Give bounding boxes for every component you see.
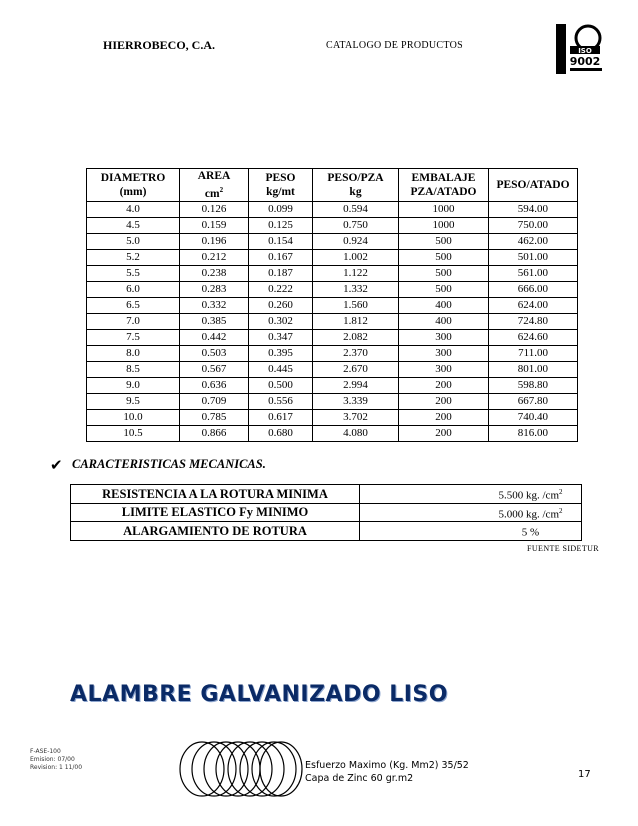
cell-peso-pza: 1.560	[313, 297, 399, 313]
table-row	[87, 425, 578, 441]
mechanical-label: ALARGAMIENTO DE ROTURA	[71, 522, 360, 541]
cell-peso-pza: 1.812	[313, 313, 399, 329]
mechanical-value: 5.000 kg. $/cm^2$	[360, 503, 582, 522]
cell-embalaje: 500	[399, 281, 489, 297]
document-codes	[30, 748, 82, 772]
cell-area: 0.636	[180, 377, 249, 393]
cell-area: 0.709	[180, 393, 249, 409]
cell-peso-pza: 1.122	[313, 265, 399, 281]
cell-diametro: 7.5	[87, 329, 180, 345]
table-row	[87, 345, 578, 361]
table-row	[87, 281, 578, 297]
source-note: FUENTE SIDETUR	[527, 544, 600, 553]
cell-embalaje: 500	[399, 265, 489, 281]
mechanical-value: 5.500 kg. $/cm^2$	[360, 485, 582, 504]
cell-peso: 0.347	[249, 329, 313, 345]
table-row	[87, 409, 578, 425]
cell-embalaje: 400	[399, 313, 489, 329]
cell-peso-atado: 462.00	[489, 233, 578, 249]
cell-peso: 0.167	[249, 249, 313, 265]
cell-peso-atado: 666.00	[489, 281, 578, 297]
header-diametro: DIAMETRO (mm)	[87, 169, 180, 202]
cell-diametro: 8.5	[87, 361, 180, 377]
mechanical-row	[71, 522, 582, 541]
cell-peso-pza: 0.594	[313, 201, 399, 217]
table-row	[87, 329, 578, 345]
cell-peso: 0.556	[249, 393, 313, 409]
cell-peso: 0.260	[249, 297, 313, 313]
table-row	[87, 265, 578, 281]
cell-peso: 0.680	[249, 425, 313, 441]
cell-area: 0.332	[180, 297, 249, 313]
cell-peso-atado: 594.00	[489, 201, 578, 217]
table-row	[87, 377, 578, 393]
table-row	[87, 201, 578, 217]
cell-embalaje: 1000	[399, 201, 489, 217]
cell-peso: 0.445	[249, 361, 313, 377]
cell-peso: 0.125	[249, 217, 313, 233]
cell-embalaje: 300	[399, 361, 489, 377]
cell-diametro: 6.0	[87, 281, 180, 297]
page-number: 17	[578, 769, 591, 780]
cell-peso-atado: 724.80	[489, 313, 578, 329]
cell-peso-atado: 561.00	[489, 265, 578, 281]
cell-peso-pza: 0.750	[313, 217, 399, 233]
cell-peso-pza: 2.370	[313, 345, 399, 361]
cell-area: 0.567	[180, 361, 249, 377]
product-table	[86, 168, 578, 442]
cell-embalaje: 1000	[399, 217, 489, 233]
cell-diametro: 4.0	[87, 201, 180, 217]
cell-embalaje: 200	[399, 409, 489, 425]
cell-peso: 0.154	[249, 233, 313, 249]
cell-embalaje: 300	[399, 329, 489, 345]
iso-logo	[556, 24, 608, 74]
cell-diametro: 5.5	[87, 265, 180, 281]
svg-text:ISO: ISO	[578, 47, 592, 55]
header-area: AREA $cm^2$	[180, 169, 249, 202]
cell-embalaje: 500	[399, 233, 489, 249]
table-row	[87, 217, 578, 233]
cell-area: 0.385	[180, 313, 249, 329]
mechanical-label: LIMITE ELASTICO Fy MINIMO	[71, 503, 360, 522]
cell-area: 0.196	[180, 233, 249, 249]
table-row	[87, 393, 578, 409]
table-row	[87, 249, 578, 265]
catalog-title: CATALOGO DE PRODUCTOS	[326, 40, 463, 51]
product-table-body	[87, 201, 578, 441]
cell-peso: 0.302	[249, 313, 313, 329]
table-row	[87, 313, 578, 329]
cell-embalaje: 200	[399, 377, 489, 393]
spec-max-stress: Esfuerzo Maximo (Kg. Mm2) 35/52	[305, 760, 469, 771]
cell-diametro: 8.0	[87, 345, 180, 361]
cell-area: 0.159	[180, 217, 249, 233]
cell-peso-pza: 1.002	[313, 249, 399, 265]
table-row	[87, 361, 578, 377]
cell-diametro: 4.5	[87, 217, 180, 233]
table-row	[87, 233, 578, 249]
cell-diametro: 5.2	[87, 249, 180, 265]
header-peso-pza: PESO/PZA kg	[313, 169, 399, 202]
doc-code: F-ASE-100	[30, 748, 61, 755]
company-name: HIERROBECO, C.A.	[103, 38, 216, 52]
doc-emission: Emision: 07/00	[30, 756, 75, 763]
cell-peso-atado: 624.60	[489, 329, 578, 345]
cell-peso-pza: 1.332	[313, 281, 399, 297]
cell-embalaje: 500	[399, 249, 489, 265]
cell-peso-pza: 3.702	[313, 409, 399, 425]
mechanical-row	[71, 503, 582, 522]
svg-text:9002: 9002	[569, 55, 601, 68]
cell-diametro: 9.5	[87, 393, 180, 409]
cell-peso-atado: 750.00	[489, 217, 578, 233]
cell-peso: 0.617	[249, 409, 313, 425]
cell-peso-pza: 2.670	[313, 361, 399, 377]
section-title: CARACTERISTICAS MECANICAS.	[72, 457, 266, 471]
cell-area: 0.785	[180, 409, 249, 425]
cell-diametro: 5.0	[87, 233, 180, 249]
mechanical-label: RESISTENCIA A LA ROTURA MINIMA	[71, 485, 360, 504]
cell-area: 0.503	[180, 345, 249, 361]
cell-peso-atado: 711.00	[489, 345, 578, 361]
cell-peso: 0.099	[249, 201, 313, 217]
spec-zinc-layer: Capa de Zinc 60 gr.m2	[305, 773, 414, 784]
header-peso: PESO kg/mt	[249, 169, 313, 202]
cell-peso-atado: 740.40	[489, 409, 578, 425]
table-row	[87, 297, 578, 313]
cell-peso: 0.500	[249, 377, 313, 393]
cell-peso-atado: 598.80	[489, 377, 578, 393]
cell-area: 0.238	[180, 265, 249, 281]
cell-peso-atado: 624.00	[489, 297, 578, 313]
cell-peso-pza: 4.080	[313, 425, 399, 441]
cell-peso-pza: 2.994	[313, 377, 399, 393]
cell-peso-atado: 801.00	[489, 361, 578, 377]
table-header-row	[87, 169, 578, 202]
cell-peso-pza: 0.924	[313, 233, 399, 249]
cell-diametro: 10.5	[87, 425, 180, 441]
cell-area: 0.442	[180, 329, 249, 345]
cell-diametro: 10.0	[87, 409, 180, 425]
header-peso-atado: PESO/ATADO	[489, 169, 578, 202]
cell-diametro: 9.0	[87, 377, 180, 393]
cell-peso: 0.395	[249, 345, 313, 361]
cell-peso-atado: 667.80	[489, 393, 578, 409]
doc-revision: Revision: 1 11/00	[30, 764, 83, 771]
header-embalaje: EMBALAJE PZA/ATADO	[399, 169, 489, 202]
cell-embalaje: 400	[399, 297, 489, 313]
cell-embalaje: 200	[399, 425, 489, 441]
cell-area: 0.866	[180, 425, 249, 441]
cell-peso-pza: 2.082	[313, 329, 399, 345]
cell-peso-atado: 501.00	[489, 249, 578, 265]
cell-peso: 0.187	[249, 265, 313, 281]
mechanical-table	[70, 484, 582, 541]
mechanical-row	[71, 485, 582, 504]
cell-diametro: 6.5	[87, 297, 180, 313]
cell-embalaje: 200	[399, 393, 489, 409]
mechanical-value: 5 %	[360, 522, 582, 541]
cell-peso: 0.222	[249, 281, 313, 297]
wire-coil-illustration	[178, 740, 304, 798]
cell-peso-atado: 816.00	[489, 425, 578, 441]
cell-embalaje: 300	[399, 345, 489, 361]
cell-area: 0.283	[180, 281, 249, 297]
checkmark-icon: ✔	[50, 456, 63, 474]
product-title: ALAMBRE GALVANIZADO LISO	[70, 682, 448, 707]
cell-area: 0.212	[180, 249, 249, 265]
cell-diametro: 7.0	[87, 313, 180, 329]
cell-peso-pza: 3.339	[313, 393, 399, 409]
cell-area: 0.126	[180, 201, 249, 217]
